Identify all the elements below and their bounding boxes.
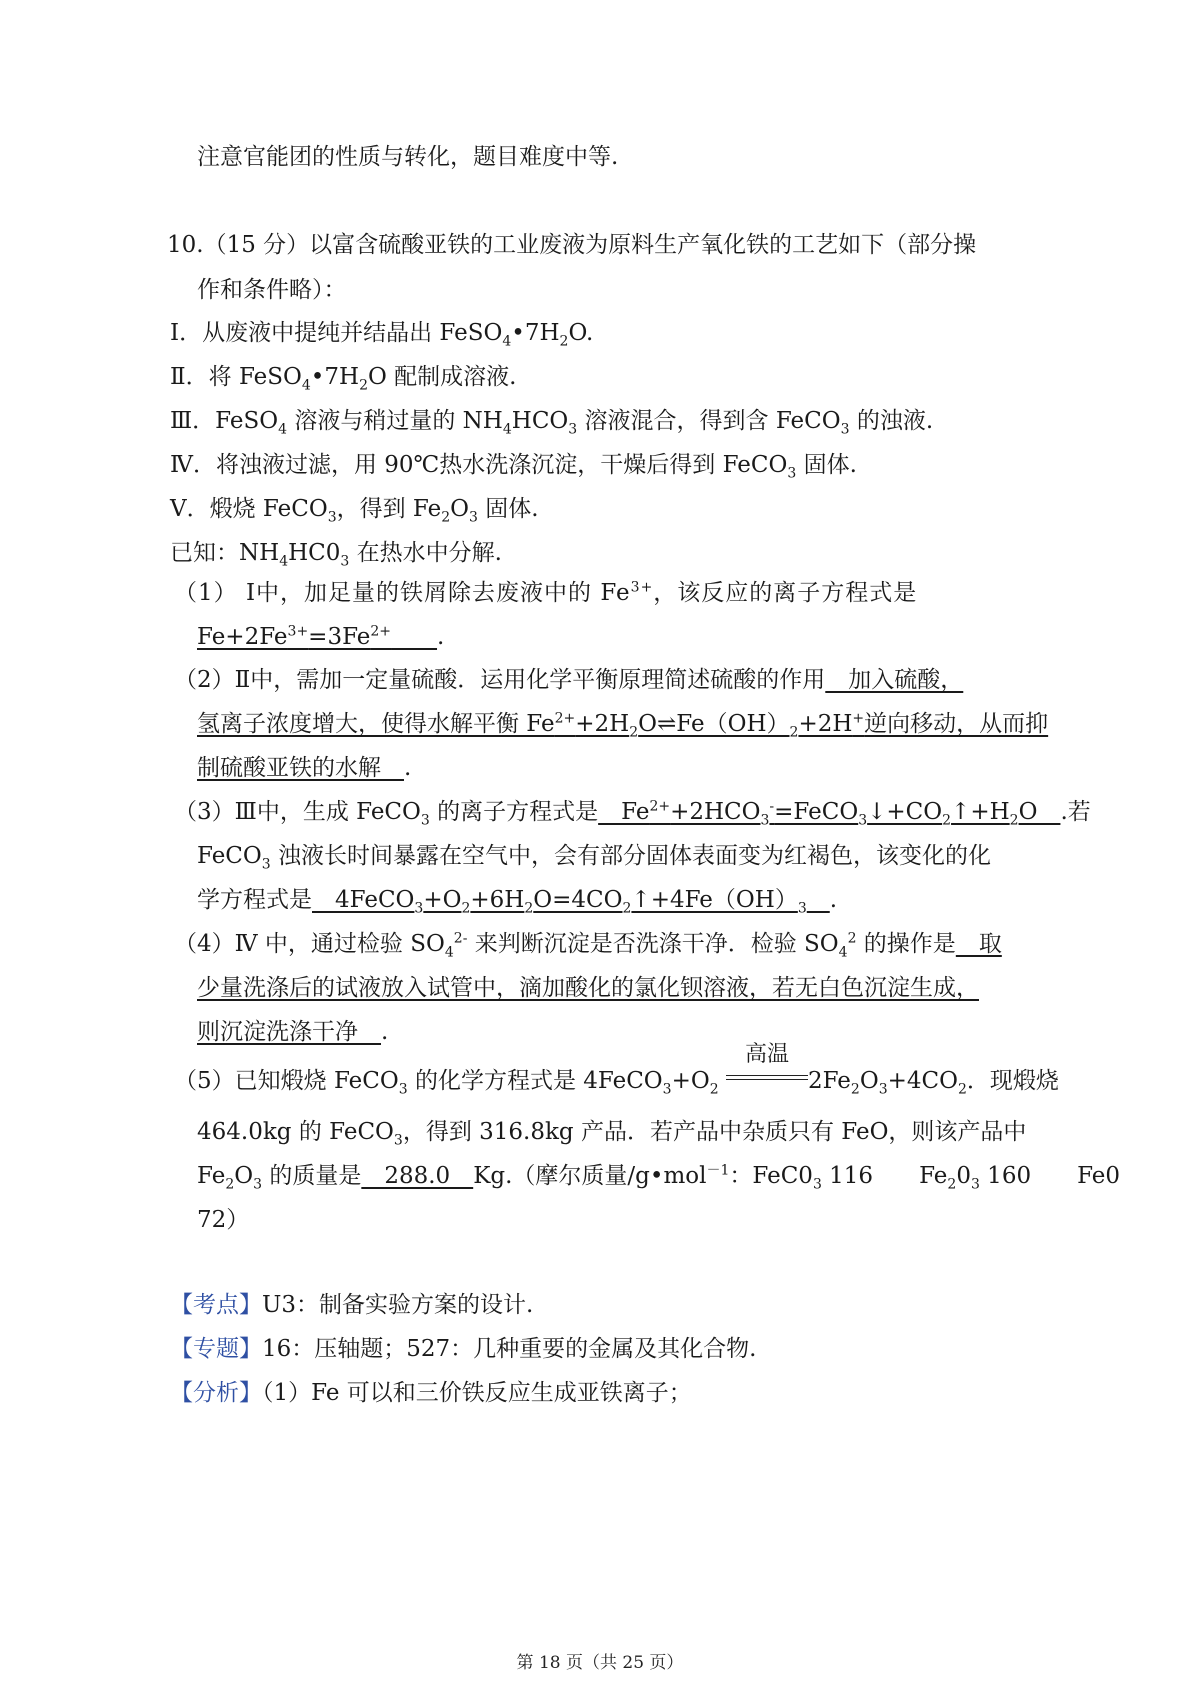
part-4-question: （4）Ⅳ 中，通过检验 $SO_4^{2-}$ 来判断沉淀是否洗涤干净．检验 $SO_4^2$ 的操作是 取 <box>174 930 1002 961</box>
step-2: Ⅱ．将 $FeSO_4•7H_2O$ 配制成溶液. <box>170 364 517 394</box>
part-4-answer-line-2: 少量洗涤后的试液放入试管中，滴加酸化的氯化钡溶液，若无白色沉淀生成， <box>197 975 979 1001</box>
step-5: V．煅烧 FeCO$_3$，得到 $Fe_2O_3$ 固体. <box>170 496 539 526</box>
part-5-question: （5）已知煅烧 FeCO$_3$ 的化学方程式是 $4FeCO_3+O_2$ 高温 $2Fe_2O_3+4CO_2$．现煅烧 <box>174 1042 1059 1098</box>
part-1-answer: $Fe+2Fe^{3+}=3Fe^{2+}$ . <box>197 623 445 650</box>
part-2-answer-line-3: 制硫酸亚铁的水解 . <box>197 755 412 781</box>
page-footer: 第 18 页（共 25 页） <box>516 1653 684 1673</box>
kaodian-tag: 【考点】 <box>170 1292 262 1318</box>
part-3-line-3: 学方程式是 $4FeCO_3+O_2+6H_2O=4CO_2↑+4Fe(OH)_3$ . <box>197 887 838 917</box>
part-5-line-3: $Fe_2O_3$ 的质量是 288.0 Kg.（摩尔质量/g•mol$^{-1}$：$FeC0_3$ 116 $Fe_20_3$ 160 Fe0 <box>197 1162 1121 1193</box>
part-1-question: （1） Ⅰ中，加足量的铁屑除去废液中的 $Fe^{3+}$，该反应的离子方程式是 <box>174 579 918 606</box>
question-stem-1: 10.（15 分）以富含硫酸亚铁的工业废液为原料生产氧化铁的工艺如下（部分操 <box>167 232 977 258</box>
part-2-answer-line-2: 氢离子浓度增大，使得水解平衡 $Fe^{2+}+2H_2O\rightleftharpoons Fe(OH)_2+2H^+$逆向移动，从而抑 <box>197 710 1049 741</box>
part-4-answer-line-3: 则沉淀洗涤干净 . <box>197 1019 389 1045</box>
part-3-line-2: FeCO$_3$ 浊液长时间暴露在空气中，会有部分固体表面变为红褐色，该变化的化 <box>197 843 992 873</box>
step-4: Ⅳ．将浊液过滤，用 90℃热水洗涤沉淀，干燥后得到 FeCO$_3$ 固体. <box>170 452 857 482</box>
header-line: 注意官能团的性质与转化，题目难度中等. <box>197 144 619 170</box>
part-5-line-2: 464.0kg 的 FeCO$_3$，得到 316.8kg 产品．若产品中杂质只有 FeO，则该产品中 <box>197 1119 1027 1149</box>
zhuanti-tag: 【专题】 <box>170 1336 262 1362</box>
question-stem-2: 作和条件略）： <box>197 277 347 303</box>
fenxi-tag: 【分析】 <box>170 1380 262 1406</box>
zhuanti-line: 【专题】16：压轴题；527：几种重要的金属及其化合物. <box>170 1336 757 1362</box>
step-1: Ⅰ．从废液中提纯并结晶出 $FeSO_4•7H_2O$. <box>170 320 594 350</box>
kaodian-line: 【考点】U3：制备实验方案的设计. <box>170 1292 534 1318</box>
part-5-line-4: 72） <box>197 1207 250 1233</box>
step-3: Ⅲ．FeSO$_4$ 溶液与稍过量的 $NH_4HCO_3$ 溶液混合，得到含 FeCO$_3$ 的浊液. <box>170 408 934 438</box>
fenxi-line: 【分析】（1）Fe 可以和三价铁反应生成亚铁离子； <box>170 1380 692 1406</box>
part-2-question: （2）Ⅱ中，需加一定量硫酸．运用化学平衡原理简述硫酸的作用 加入硫酸， <box>174 667 964 693</box>
part-3-question: （3）Ⅲ中，生成 FeCO$_3$ 的离子方程式是 $Fe^{2+}+2HCO_3^-=FeCO_3↓+CO_2↑+H_2O$ .若 <box>174 798 1091 829</box>
known-note: 已知：$NH_4HC0_3$ 在热水中分解. <box>170 540 502 570</box>
reaction-condition: 高温 <box>726 1066 808 1096</box>
